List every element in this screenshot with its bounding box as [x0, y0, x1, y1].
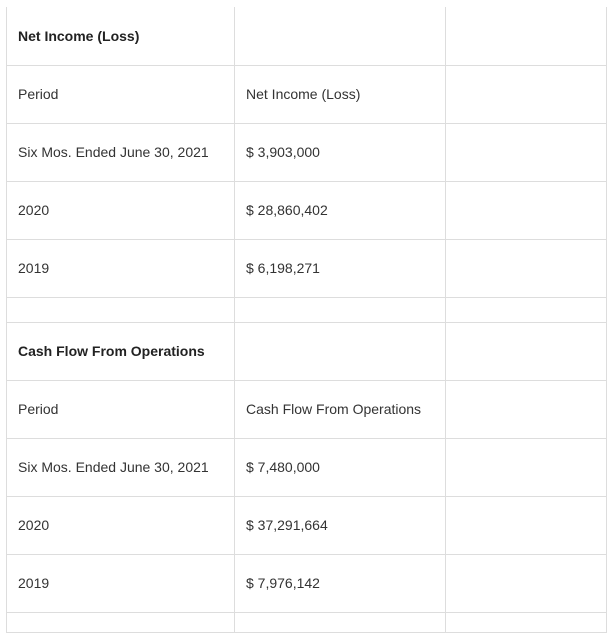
- empty-cell: [446, 554, 607, 612]
- table-row: [7, 239, 607, 297]
- period-cell: 2019: [7, 239, 235, 297]
- period-header: Period: [7, 380, 235, 438]
- value-cell: $ 28,860,402: [235, 181, 446, 239]
- period-cell: 2020: [7, 496, 235, 554]
- value-cell: $ 37,291,664: [235, 496, 446, 554]
- value-cell: $ 7,480,000: [235, 438, 446, 496]
- empty-cell: [446, 496, 607, 554]
- value-header: Cash Flow From Operations: [235, 380, 446, 438]
- empty-cell: [446, 438, 607, 496]
- spacer-row: [7, 612, 607, 632]
- empty-cell: [7, 297, 235, 322]
- table-row: [7, 438, 607, 496]
- empty-cell: [446, 380, 607, 438]
- section-title: Net Income (Loss): [7, 7, 235, 65]
- value-header: Net Income (Loss): [235, 65, 446, 123]
- period-cell: 2020: [7, 181, 235, 239]
- period-cell: Six Mos. Ended June 30, 2021: [7, 438, 235, 496]
- financial-table: [6, 7, 607, 633]
- empty-cell: [235, 322, 446, 380]
- empty-cell: [446, 239, 607, 297]
- empty-cell: [446, 612, 607, 632]
- empty-cell: [446, 65, 607, 123]
- empty-cell: [446, 297, 607, 322]
- period-header: Period: [7, 65, 235, 123]
- section-title: Cash Flow From Operations: [7, 322, 235, 380]
- period-cell: 2019: [7, 554, 235, 612]
- table-row: [7, 496, 607, 554]
- value-cell: $ 3,903,000: [235, 123, 446, 181]
- table-header-row: [7, 65, 607, 123]
- empty-cell: [7, 612, 235, 632]
- empty-cell: [235, 7, 446, 65]
- empty-cell: [235, 612, 446, 632]
- section-title-row: [7, 7, 607, 65]
- spacer-row: [7, 297, 607, 322]
- table-row: [7, 554, 607, 612]
- section-title-row: [7, 322, 607, 380]
- empty-cell: [446, 322, 607, 380]
- table-header-row: [7, 380, 607, 438]
- empty-cell: [235, 297, 446, 322]
- value-cell: $ 7,976,142: [235, 554, 446, 612]
- empty-cell: [446, 123, 607, 181]
- table-row: [7, 181, 607, 239]
- table-row: [7, 123, 607, 181]
- empty-cell: [446, 7, 607, 65]
- empty-cell: [446, 181, 607, 239]
- period-cell: Six Mos. Ended June 30, 2021: [7, 123, 235, 181]
- value-cell: $ 6,198,271: [235, 239, 446, 297]
